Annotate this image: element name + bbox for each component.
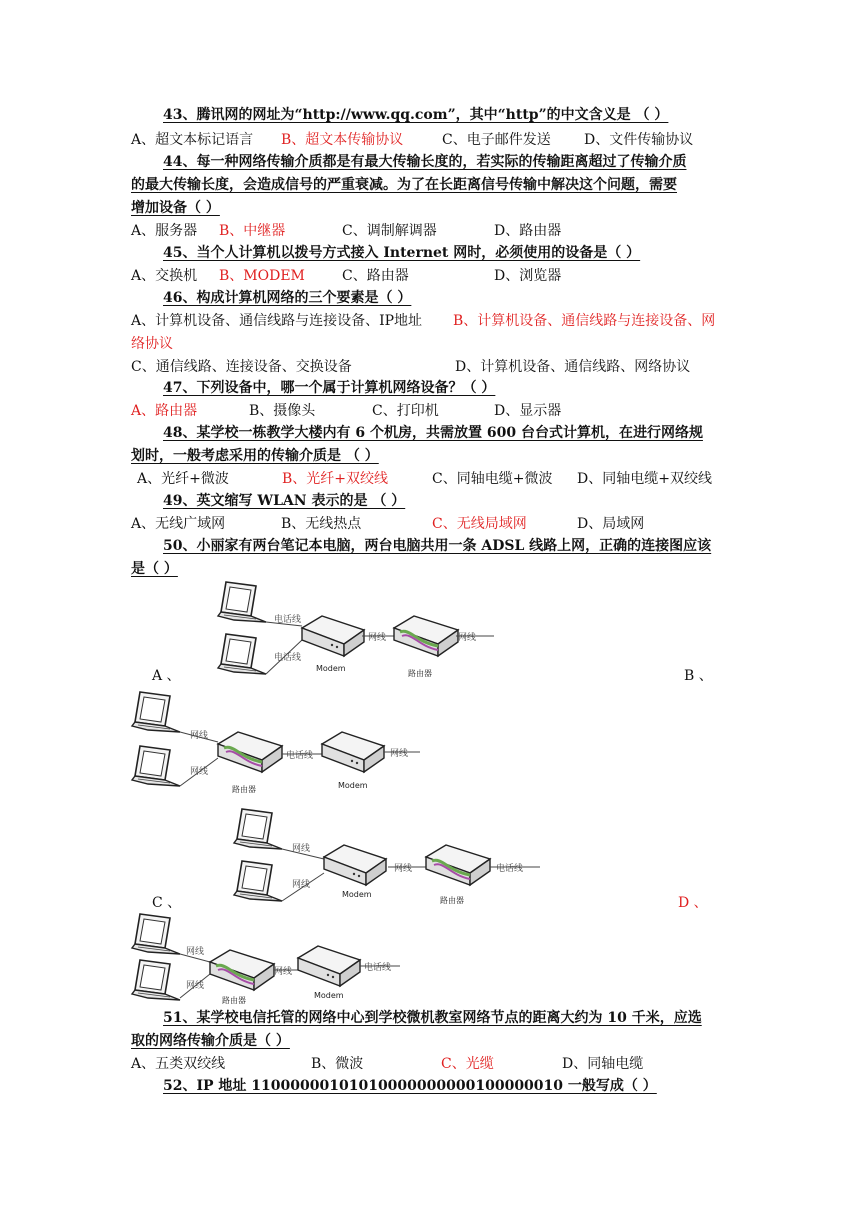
- net-line-label: 网线: [190, 767, 209, 777]
- q50-label-c: C 、: [152, 895, 182, 911]
- router-icon: [394, 616, 458, 656]
- q51-options: [131, 1054, 751, 1074]
- q44-stem-line2: 的最大传输长度，会造成信号的严重衰减。为了在长距离信号传输中解决这个问题，需要: [131, 177, 677, 193]
- q43-option-d: D、文件传输协议: [584, 132, 694, 148]
- q46-option-b-cont: 络协议: [131, 336, 173, 352]
- router-label: 路由器: [222, 996, 246, 1005]
- q45-stem: 45、当个人计算机以拨号方式接入 Internet 网时，必须使用的设备是（ ）: [163, 245, 641, 261]
- modem-label: Modem: [342, 890, 372, 899]
- router-icon: [426, 845, 490, 885]
- phone-line-label: 电话线: [286, 751, 314, 761]
- q49-option-a: A、无线广域网: [131, 516, 226, 532]
- q47-option-b: B、摄像头: [249, 403, 316, 419]
- q49-option-c: C、无线局域网: [432, 516, 527, 532]
- q46-option-c: C、通信线路、连接设备、交换设备: [131, 359, 352, 375]
- q51-option-c: C、光缆: [441, 1056, 494, 1072]
- laptop-icon: [234, 861, 282, 901]
- q45-options: [131, 266, 751, 286]
- net-line-label: 网线: [186, 947, 205, 957]
- router-label: 路由器: [232, 785, 256, 794]
- phone-line-label: 电话线: [496, 864, 524, 874]
- laptop-icon: [218, 634, 266, 674]
- q43-options: [131, 130, 751, 150]
- q50-label-a: A 、: [152, 668, 181, 684]
- q50-stem-line2: 是（ ）: [131, 561, 178, 577]
- q44-option-c: C、调制解调器: [342, 223, 437, 239]
- q46-stem: 46、构成计算机网络的三个要素是（ ）: [163, 290, 412, 306]
- laptop-icon: [132, 692, 180, 732]
- q51-option-a: A、五类双绞线: [131, 1056, 226, 1072]
- phone-line-label: 电话线: [274, 653, 302, 663]
- q51-option-d: D、同轴电缆: [562, 1056, 644, 1072]
- net-line-label: 网线: [390, 749, 409, 759]
- router-label: 路由器: [408, 669, 432, 678]
- laptop-icon: [218, 582, 266, 622]
- q47-option-a: A、路由器: [131, 403, 198, 419]
- q49-option-b: B、无线热点: [281, 516, 362, 532]
- q50-label-b: B 、: [684, 668, 713, 684]
- router-icon: [210, 950, 274, 990]
- net-line-label: 网线: [368, 633, 387, 643]
- laptop-icon: [234, 809, 282, 849]
- laptop-icon: [132, 914, 180, 954]
- modem-label: Modem: [338, 781, 368, 790]
- q50-label-d: D 、: [678, 895, 708, 911]
- q48-option-c: C、同轴电缆+微波: [432, 471, 553, 487]
- q48-stem-line1: 48、某学校一栋教学大楼内有 6 个机房，共需放置 600 台台式计算机，在进行网络规: [163, 425, 703, 441]
- q48-option-a: A、光纤+微波: [137, 471, 229, 487]
- net-line-label: 网线: [190, 731, 209, 741]
- diagram-a: [210, 578, 510, 683]
- q44-option-d: D、路由器: [494, 223, 562, 239]
- q46-option-b: B、计算机设备、通信线路与连接设备、网: [453, 313, 716, 329]
- net-line-label: 网线: [292, 880, 311, 890]
- laptop-icon: [132, 746, 180, 786]
- q43-option-c: C、电子邮件发送: [442, 132, 551, 148]
- q44-stem-line3: 增加设备（ ）: [131, 200, 220, 216]
- q48-options: [137, 469, 757, 489]
- q45-option-c: C、路由器: [342, 268, 409, 284]
- q47-option-d: D、显示器: [494, 403, 562, 419]
- modem-icon: [302, 616, 364, 656]
- modem-label: Modem: [316, 664, 346, 673]
- q44-options: [131, 221, 751, 241]
- q45-option-d: D、浏览器: [494, 268, 562, 284]
- q48-option-b: B、光纤+双绞线: [282, 471, 389, 487]
- diagram-c: [228, 805, 548, 910]
- net-line-label: 网线: [274, 967, 293, 977]
- q52-stem: 52、IP 地址 11000000101010000000000100000010 一般写成（ ）: [163, 1078, 657, 1094]
- diagram-d: [128, 910, 408, 1006]
- q47-option-c: C、打印机: [372, 403, 439, 419]
- q47-options: [131, 401, 751, 421]
- q44-stem-line1: 44、每一种网络传输介质都是有最大传输长度的，若实际的传输距离超过了传输介质: [163, 154, 687, 170]
- q51-stem-line2: 取的网络传输介质是（ ）: [131, 1033, 290, 1049]
- phone-line-label: 电话线: [364, 963, 392, 973]
- modem-icon: [324, 845, 386, 885]
- q49-options: [131, 514, 751, 534]
- q44-option-a: A、服务器: [131, 223, 198, 239]
- modem-icon: [322, 732, 384, 772]
- q44-option-b: B、中继器: [219, 223, 286, 239]
- net-line-label: 网线: [186, 981, 205, 991]
- net-line-label: 网线: [292, 844, 311, 854]
- phone-line-label: 电话线: [274, 615, 302, 625]
- router-label: 路由器: [440, 896, 464, 905]
- laptop-icon: [132, 960, 180, 1000]
- q43-option-a: A、超文本标记语言: [131, 132, 254, 148]
- modem-icon: [298, 946, 360, 986]
- modem-label: Modem: [314, 991, 344, 1000]
- q49-option-d: D、局域网: [577, 516, 645, 532]
- q45-option-a: A、交换机: [131, 268, 198, 284]
- q47-stem: 47、下列设备中，哪一个属于计算机网络设备？（ ）: [163, 380, 496, 396]
- q45-option-b: B、MODEM: [219, 268, 305, 284]
- q49-stem: 49、英文缩写 WLAN 表示的是 （ ）: [163, 493, 406, 509]
- q43-stem: 43、腾讯网的网址为“http://www.qq.com”，其中“http”的中文含义是 （ ）: [163, 107, 669, 123]
- q48-option-d: D、同轴电缆+双绞线: [577, 471, 712, 487]
- q51-option-b: B、微波: [311, 1056, 364, 1072]
- q43-option-b: B、超文本传输协议: [281, 132, 404, 148]
- q46-option-d: D、计算机设备、通信线路、网络协议: [455, 359, 691, 375]
- diagram-b: [128, 688, 428, 798]
- net-line-label: 网线: [458, 633, 477, 643]
- q46-option-a: A、计算机设备、通信线路与连接设备、IP地址: [131, 313, 423, 329]
- q50-stem-line1: 50、小丽家有两台笔记本电脑，两台电脑共用一条 ADSL 线路上网，正确的连接图应该: [163, 538, 712, 554]
- q48-stem-line2: 划时，一般考虑采用的传输介质是 （ ）: [131, 448, 379, 464]
- router-icon: [218, 732, 282, 772]
- q51-stem-line1: 51、某学校电信托管的网络中心到学校微机教室网络节点的距离大约为 10 千米，应选: [163, 1010, 702, 1026]
- net-line-label: 网线: [394, 864, 413, 874]
